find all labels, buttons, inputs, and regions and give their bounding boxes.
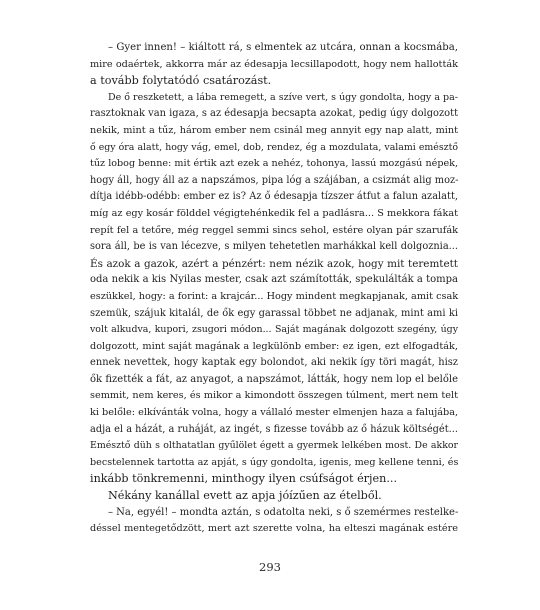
text-line: sora áll, be is van lécezve, s milyen tehetetlen marhákkal kell dolgoznia... [90,241,458,253]
text-line: ki belőle: elkívánták volna, hogy a vállaló mester elmenjen haza a falujába, [90,407,459,419]
text-line: Emésztő düh s olthatatlan gyűlölet égett a gyermek lelkében most. De akkor [90,440,458,452]
text-line: ennek nevettek, hogy kaptak egy bolondot, aki nekik így töri magát, hisz [90,357,458,369]
body-text [90,40,458,538]
text-line: semmit, nem keres, és mikor a kimondott összegen túlment, mert nem telt [90,390,458,402]
text-line: volt alkudva, kupori, zsugori módon... Saját magának dolgozott szegény, úgy [90,324,458,336]
text-line: – Gyer innen! – kiáltott rá, s elmentek az utcára, onnan a kocsmába, [108,42,458,53]
text-line: oda nekik a kis Nyilas mester, csak azt számították, spekulálták a tompa [90,274,458,286]
text-line: nekik, mint a tűz, három ember nem csinál meg annyit egy nap alatt, mint [90,124,458,136]
text-line: ők fizették a fát, az anyagot, a napszámot, látták, hogy nem lop el belőle [90,373,458,385]
text-line: becstelennek tartotta az apját, s úgy gondolta, igenis, meg kellene tenni, és [90,456,459,468]
text-line: mire odaértek, akkorra már az édesapja lecsillapodott, hogy nem hallották [90,58,458,70]
text-line: repít fel a tetőre, még reggel semmi sincs sehol, estére olyan pár szarufák [90,224,458,236]
text-line: míg az egy kosár földdel végigtehénkedik fel a padlásra... S mekkora fákat [90,207,458,219]
text-line: De ő reszketett, a lába remegett, a szíve vert, s úgy gondolta, hogy a pa- [108,91,458,103]
text-line: inkább tönkremenni, minthogy ilyen csúfságot érjen... [90,472,397,486]
text-line: – Na, egyél! – mondta aztán, s odatolta neki, s ő szemérmes restelke- [108,506,459,518]
text-line: adja el a házát, a ruháját, az ingét, s fizesse tovább az ő házuk költségét... [90,423,458,435]
text-line: déssel mentegetődzött, mert azt szerette volna, ha elteszi magának estére [90,523,458,535]
text-line: eszükkel, hogy: a forint: a krajcár... Hogy mindent megkapjanak, amit csak [90,290,459,302]
page-number: 293 [259,560,281,574]
text-line: tűz lobog benne: mit értik azt ezek a nehéz, tohonya, lassú mozgású népek, [90,158,458,170]
text-line: És azok a gazok, azért a pénzért: nem nézik azok, hogy mit teremtett [90,257,458,270]
text-line: ő egy óra alatt, hogy vág, emel, dob, rendez, ég a mozdulata, valami emésztő [90,141,458,153]
text-line: hogy áll, hogy áll az a napszámos, pipa lóg a szájában, a csizmát alig moz- [90,174,459,186]
text-line: a tovább folytatódó csatározást. [90,74,272,88]
text-line: dolgozott, mint saját magának a legkülönb ember: ez igen, ezt elfogadták, [90,340,458,352]
text-line: Nékány kanállal evett az apja jóízűen az ételből. [108,489,382,503]
text-line: rasztoknak van igaza, s az édesapja becsapta azokat, pedig úgy dolgozott [90,108,459,120]
text-line: szemük, szájuk kitalál, de ők egy garassal többet ne adjanak, mint ami ki [90,307,458,319]
text-line: dítja idébb-odébb: ember ez is? Az ő édesapja tízszer átfut a falun azalatt, [90,191,458,203]
